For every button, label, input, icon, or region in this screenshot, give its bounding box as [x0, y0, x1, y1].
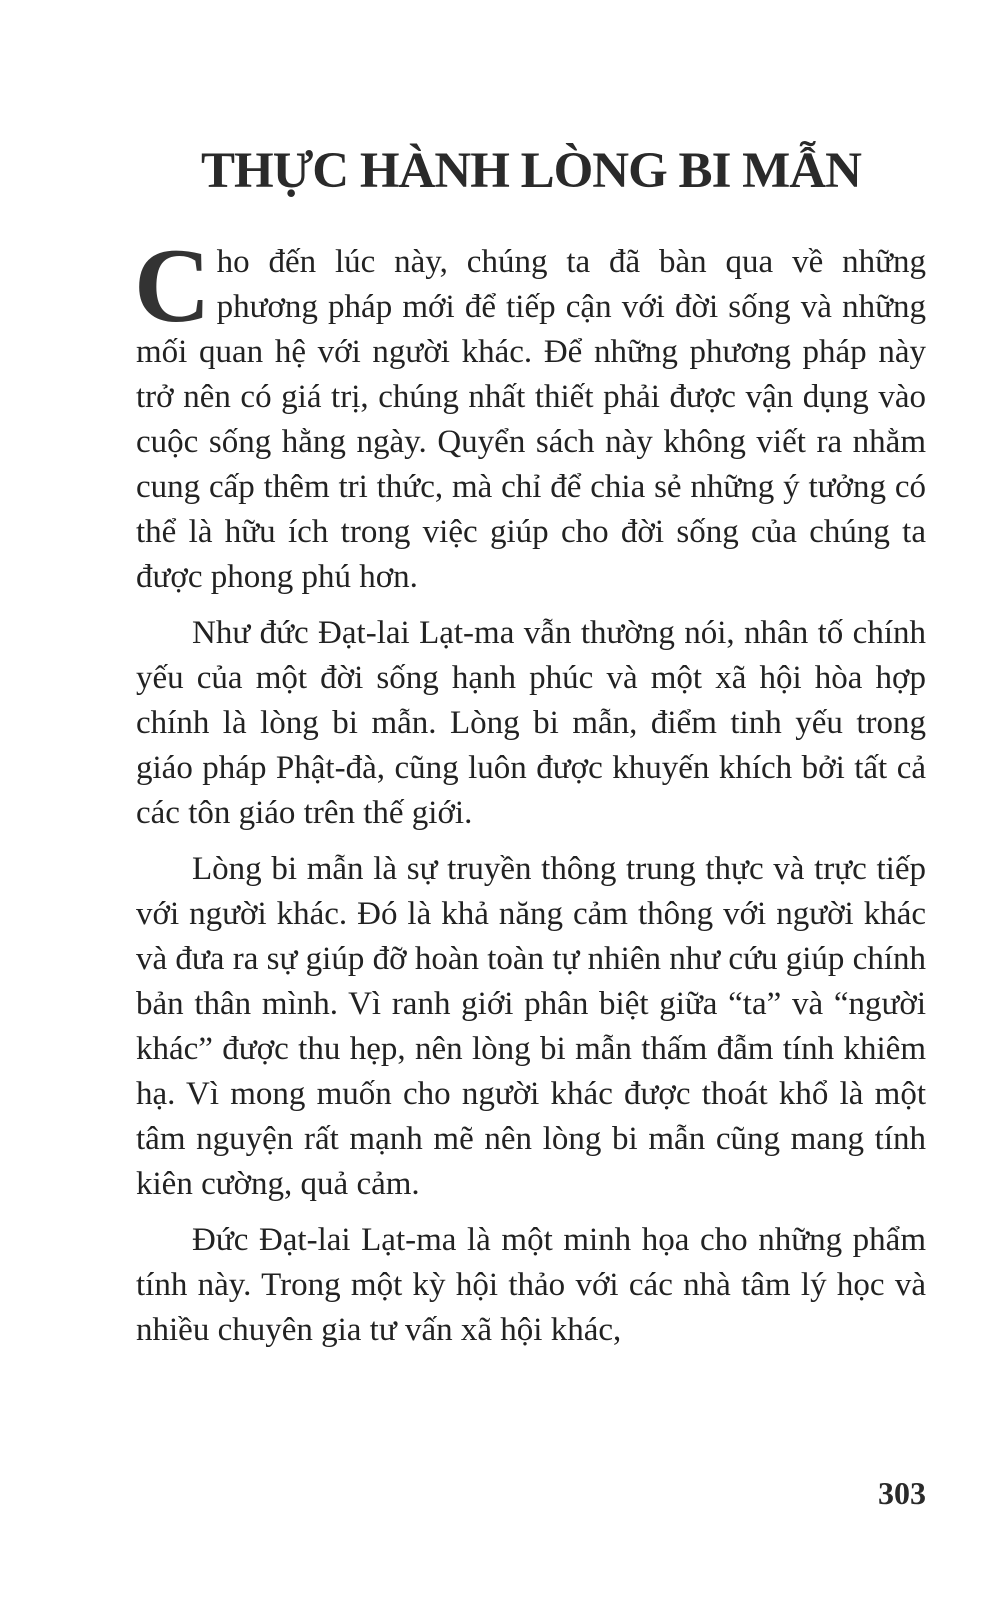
paragraph-1-text: ho đến lúc này, chúng ta đã bàn qua về những phương pháp mới để tiếp cận với đời sống và những mối quan hệ với người khác. Để những phương pháp này trở nên có giá trị, chúng nhất thiết phải được vận dụng vào cuộc sống hằng ngày. Quyển sách này không viết ra nhằm cung cấp thêm tri thức, mà chỉ để chia sẻ những ý tưởng có thể là hữu ích trong việc giúp cho đời sống của chúng ta được phong phú hơn. [136, 244, 926, 595]
chapter-title: THỰC HÀNH LÒNG BI MẪN [201, 143, 861, 199]
body-text [134, 227, 926, 1364]
paragraph-3: Lòng bi mẫn là sự truyền thông trung thực và trực tiếp với người khác. Đó là khả năng cảm thông với người khác và đưa ra sự giúp đỡ hoàn toàn tự nhiên như cứu giúp chính bản thân mình. Vì ranh giới phân biệt giữa “ta” và “người khác” được thu hẹp, nên lòng bi mẫn thấm đẫm tính khiêm hạ. Vì mong muốn cho người khác được thoát khổ là một tâm nguyện rất mạnh mẽ nên lòng bi mẫn cũng mang tính kiên cường, quả cảm. [136, 851, 926, 1202]
drop-cap: C [134, 227, 211, 344]
paragraph-4: Đức Đạt-lai Lạt-ma là một minh họa cho những phẩm tính này. Trong một kỳ hội thảo với các nhà tâm lý học và nhiều chuyên gia tư vấn xã hội khác, [136, 1222, 926, 1348]
paragraph-1 [134, 227, 926, 600]
page-number: 303 [878, 1475, 926, 1511]
book-page [136, 0, 926, 1600]
paragraph-2: Như đức Đạt-lai Lạt-ma vẫn thường nói, nhân tố chính yếu của một đời sống hạnh phúc và một xã hội hòa hợp chính là lòng bi mẫn. Lòng bi mẫn, điểm tinh yếu trong giáo pháp Phật-đà, cũng luôn được khuyến khích bởi tất cả các tôn giáo trên thế giới. [136, 615, 926, 831]
